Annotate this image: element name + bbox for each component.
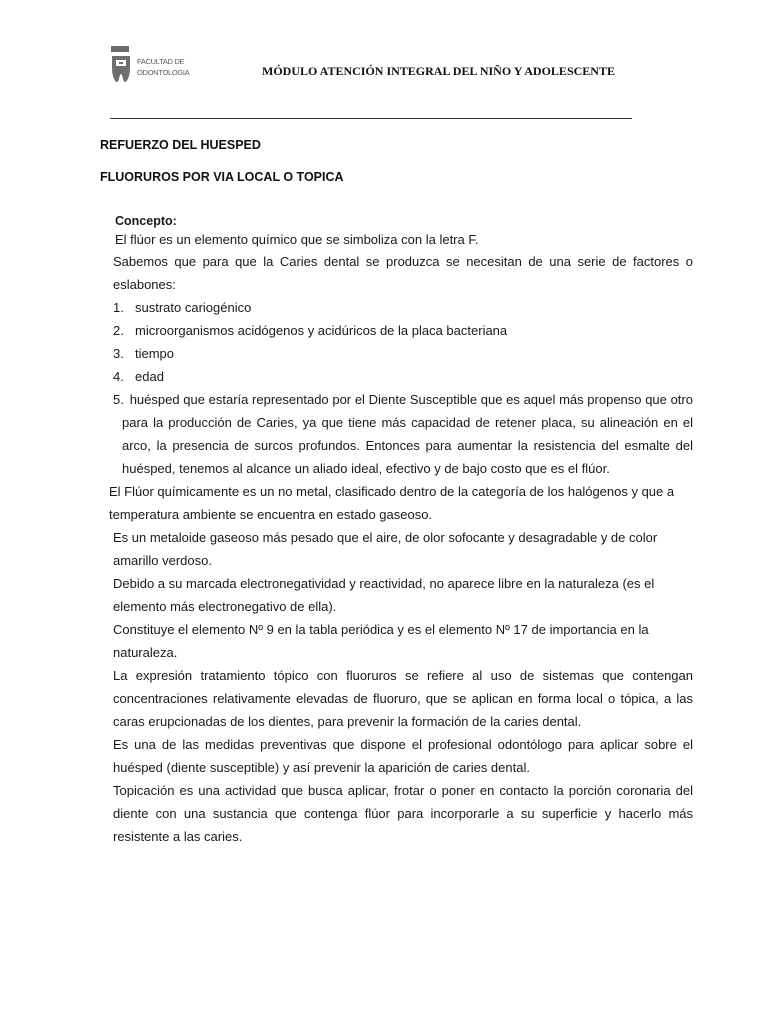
paragraph-periodic-table: Constituye el elemento Nº 9 en la tabla periódica y es el elemento Nº 17 de importancia en la naturaleza. xyxy=(113,622,649,660)
list-text: sustrato cariogénico xyxy=(135,300,252,315)
paragraph-topical-treatment: La expresión tratamiento tópico con fluoruros se refiere al uso de sistemas que contengan concentraciones relativamente elevadas de fluoruro, que se aplican en forma local o tópica, a las caras erupcionadas de los dientes, para prevenir la formación de la caries dental. xyxy=(113,668,693,729)
intro-paragraph: Sabemos que para que la Caries dental se produzca se necesitan de una serie de factores o eslabones: xyxy=(113,254,693,292)
section-heading-fluorides: FLUORUROS POR VIA LOCAL O TOPICA xyxy=(100,170,344,184)
list-text: microorganismos acidógenos y acidúricos de la placa bacteriana xyxy=(135,323,508,338)
faculty-logo xyxy=(110,46,210,90)
paragraph-metalloid: Es un metaloide gaseoso más pesado que el aire, de olor sofocante y desagradable y de color amarillo verdoso. xyxy=(113,530,658,568)
factors-list xyxy=(113,296,693,480)
list-number: 2. xyxy=(113,323,124,338)
list-item xyxy=(113,296,693,319)
list-text: huésped que estaría representado por el Diente Susceptible que es aquel más propenso que otro para la producción de Caries, ya que tiene más capacidad de retener placa, su alineación en el arco, la presencia de surcos profundos. Entonces para aumentar la resistencia del esmalte del huésped, tenemos al alcance un aliado ideal, efectivo y de bajo costo que es el flúor. xyxy=(122,392,693,476)
concept-text: El flúor es un elemento químico que se simboliza con la letra F. xyxy=(115,232,479,247)
list-item xyxy=(113,319,693,342)
paragraph-preventive-measure: Es una de las medidas preventivas que dispone el profesional odontólogo para aplicar sobre el huésped (diente susceptible) y así prevenir la aparición de caries dental. xyxy=(113,737,693,775)
paragraph-topication: Topicación es una actividad que busca aplicar, frotar o poner en contacto la porción coronaria del diente con una sustancia que contenga flúor para incorporarle a su superficie y hacerlo más resistente a las caries. xyxy=(113,783,693,844)
paragraph-electronegativity: Debido a su marcada electronegatividad y reactividad, no aparece libre en la naturaleza (es el elemento más electronegativo de ella). xyxy=(113,576,655,614)
logo-tag xyxy=(111,46,129,52)
logo-text xyxy=(137,56,189,78)
tooth-logo-icon xyxy=(110,54,132,84)
paragraph-fluorine-nonmetal: El Flúor químicamente es un no metal, clasificado dentro de la categoría de los halógenos y que a temperatura ambiente se encuentra en estado gaseoso. xyxy=(109,484,675,522)
module-title: MÓDULO ATENCIÓN INTEGRAL DEL NIÑO Y ADOLESCENTE xyxy=(262,64,615,78)
logo-line-1: FACULTAD DE xyxy=(137,57,185,66)
concept-label: Concepto: xyxy=(115,214,177,228)
document-body xyxy=(109,250,693,848)
list-text: tiempo xyxy=(135,346,175,361)
list-item xyxy=(113,342,693,365)
list-number: 1. xyxy=(113,300,124,315)
list-number: 4. xyxy=(113,369,124,384)
list-text: edad xyxy=(135,369,164,384)
list-number: 5. xyxy=(113,392,124,407)
list-item xyxy=(113,365,693,388)
list-item xyxy=(113,388,693,480)
logo-line-2: ODONTOLOGIA xyxy=(137,68,190,77)
section-heading-reinforcement: REFUERZO DEL HUESPED xyxy=(100,138,261,152)
header-divider xyxy=(110,118,632,119)
list-number: 3. xyxy=(113,346,124,361)
